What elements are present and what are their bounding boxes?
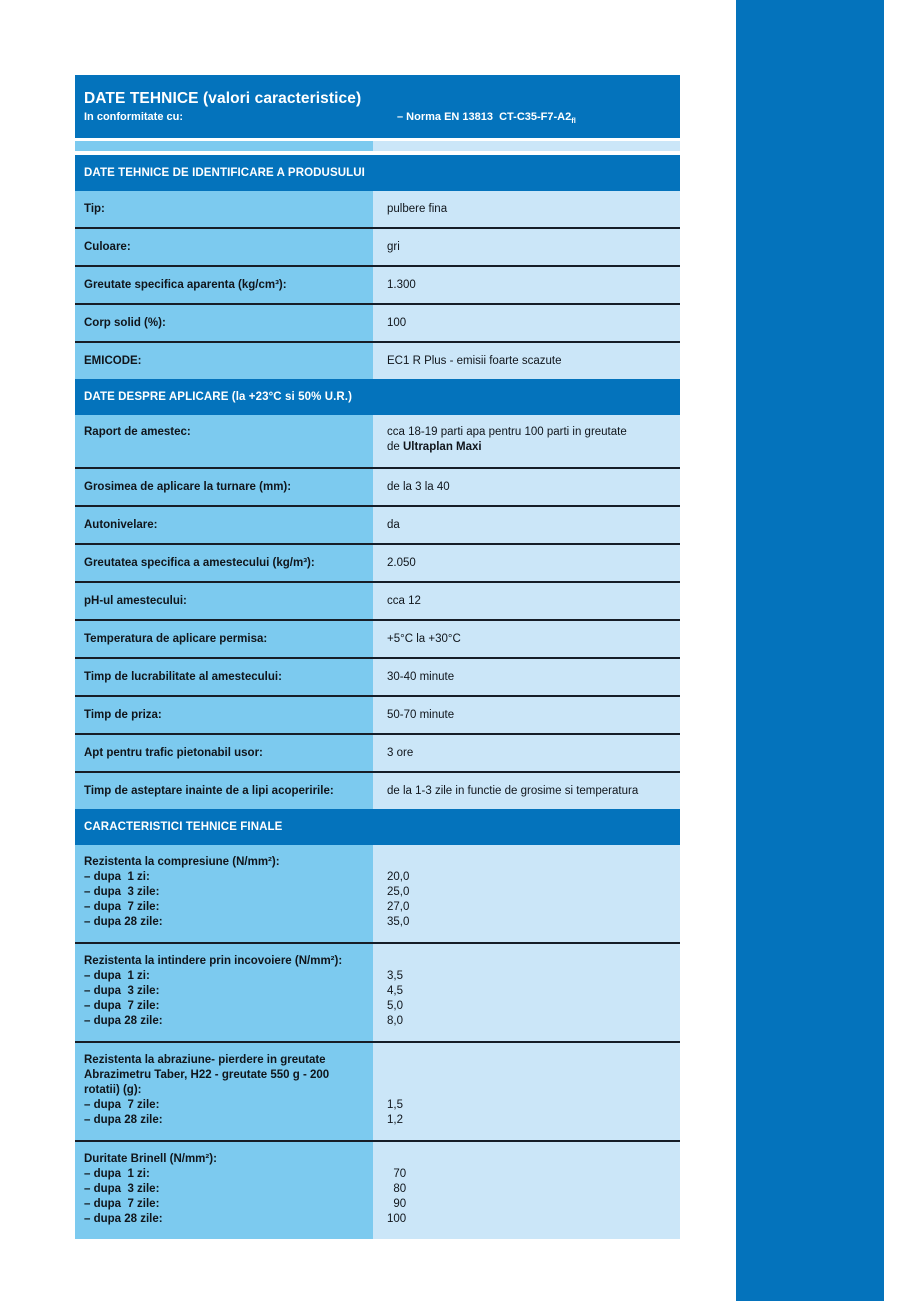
- row-label-line: – dupa 3 zile:: [84, 886, 160, 898]
- row-value-text: 100: [387, 317, 407, 329]
- row-value-text: da: [387, 519, 400, 531]
- row-label: [75, 697, 373, 733]
- row-label-text: Timp de asteptare inainte de a lipi acoperirile:: [84, 785, 334, 797]
- row-value: [373, 507, 680, 543]
- row-label: [75, 415, 373, 467]
- row-value-line: 20,0: [387, 871, 410, 883]
- sections: [75, 155, 680, 1239]
- section-header: DATE TEHNICE DE IDENTIFICARE A PRODUSULUI: [75, 155, 680, 191]
- table-row: [75, 341, 680, 379]
- row-value-line: 35,0: [387, 916, 410, 928]
- row-value: [373, 1043, 680, 1140]
- row-label-text: Autonivelare:: [84, 519, 158, 531]
- row-label: [75, 229, 373, 265]
- row-value-text: gri: [387, 241, 400, 253]
- page-title: DATE TEHNICE (valori caracteristice): [84, 90, 362, 107]
- row-value: [373, 469, 680, 505]
- row-label-text: Greutatea specifica a amestecului (kg/m³):: [84, 557, 315, 569]
- row-value-line: [387, 855, 672, 870]
- product-name: Ultraplan Maxi: [403, 441, 482, 453]
- row-value-text: 30-40 minute: [387, 671, 455, 683]
- row-value-line: 27,0: [387, 901, 410, 913]
- row-label-line: Rezistenta la abraziune- pierdere in greutate: [84, 1054, 326, 1066]
- row-value-line: 100: [387, 1213, 407, 1225]
- table-row: [75, 415, 680, 467]
- row-label-line: Abrazimetru Taber, H22 - greutate 550 g - 200: [84, 1069, 330, 1081]
- row-value-text: de la 1-3 zile in functie de grosime si temperatura: [387, 785, 639, 797]
- row-value: [373, 944, 680, 1041]
- row-value-text: 2.050: [387, 557, 416, 569]
- row-label: [75, 659, 373, 695]
- table-row: [75, 227, 680, 265]
- row-label-line: – dupa 3 zile:: [84, 985, 160, 997]
- row-value-line: 3,5: [387, 970, 403, 982]
- table-row: [75, 543, 680, 581]
- row-value: [373, 229, 680, 265]
- table-row: [75, 619, 680, 657]
- divider-strip-left: [75, 141, 373, 151]
- row-value-line: 80: [387, 1183, 407, 1195]
- conformity-label: In conformitate cu:: [84, 111, 184, 123]
- row-value-line: [387, 1068, 672, 1083]
- row-label: [75, 305, 373, 341]
- section-header: CARACTERISTICI TEHNICE FINALE: [75, 809, 680, 845]
- table-row: [75, 942, 680, 1041]
- table-row: [75, 733, 680, 771]
- row-label: [75, 944, 373, 1041]
- row-value: [373, 267, 680, 303]
- row-label: [75, 191, 373, 227]
- row-label: [75, 469, 373, 505]
- row-value: [373, 583, 680, 619]
- row-label-text: EMICODE:: [84, 355, 142, 367]
- row-label: [75, 845, 373, 942]
- row-label-text: Corp solid (%):: [84, 317, 166, 329]
- title-block: [75, 75, 680, 138]
- row-value-line: [387, 1152, 672, 1167]
- row-value-line: 4,5: [387, 985, 403, 997]
- norm-reference: – Norma EN 13813 $CT-C35-F7-A2_{fl}$: [397, 111, 576, 126]
- row-label-line: rotatii) (g):: [84, 1084, 142, 1096]
- table-row: [75, 265, 680, 303]
- row-value-line: 5,0: [387, 1000, 403, 1012]
- row-value-line: [387, 1053, 672, 1068]
- row-label: [75, 583, 373, 619]
- norm-subscript: fl: [571, 116, 576, 126]
- row-label-text: Apt pentru trafic pietonabil usor:: [84, 747, 263, 759]
- row-value-line: [387, 1083, 672, 1098]
- row-value-line: 8,0: [387, 1015, 403, 1027]
- table-row: [75, 1140, 680, 1239]
- row-value-text: 3 ore: [387, 747, 414, 759]
- row-label-text: pH-ul amestecului:: [84, 595, 187, 607]
- row-value: [373, 415, 680, 467]
- row-value: [373, 659, 680, 695]
- row-value: [373, 773, 680, 809]
- row-label-line: – dupa 1 zi:: [84, 1168, 150, 1180]
- conformity-line: [84, 111, 671, 124]
- row-label-text: Timp de priza:: [84, 709, 162, 721]
- row-label-line: – dupa 1 zi:: [84, 871, 150, 883]
- row-label: [75, 1043, 373, 1140]
- row-label: [75, 343, 373, 379]
- row-label-text: Grosimea de aplicare la turnare (mm):: [84, 481, 292, 493]
- row-value-line: 70: [387, 1168, 407, 1180]
- row-value-text: de la 3 la 40: [387, 481, 450, 493]
- row-label-text: Temperatura de aplicare permisa:: [84, 633, 268, 645]
- row-label: [75, 507, 373, 543]
- table-row: [75, 303, 680, 341]
- row-label-line: – dupa 7 zile:: [84, 1198, 160, 1210]
- table-row: [75, 657, 680, 695]
- row-label-text: Timp de lucrabilitate al amestecului:: [84, 671, 282, 683]
- row-label-line: – dupa 28 zile:: [84, 1114, 163, 1126]
- row-value-text: 1.300: [387, 279, 416, 291]
- row-value: [373, 845, 680, 942]
- row-value-text: pulbere fina: [387, 203, 448, 215]
- row-value-line: cca 18-19 parti apa pentru 100 parti in greutate: [387, 426, 627, 438]
- row-label-line: – dupa 1 zi:: [84, 970, 150, 982]
- table-row: [75, 771, 680, 809]
- row-label-line: – dupa 7 zile:: [84, 901, 160, 913]
- row-label-line: – dupa 28 zile:: [84, 1213, 163, 1225]
- row-label-text: Greutate specifica aparenta (kg/cm³):: [84, 279, 287, 291]
- row-label-line: – dupa 28 zile:: [84, 916, 163, 928]
- row-label: [75, 735, 373, 771]
- row-value-line: 1,5: [387, 1099, 403, 1111]
- table-row: [75, 581, 680, 619]
- row-label-text: Culoare:: [84, 241, 131, 253]
- row-label-line: – dupa 7 zile:: [84, 1099, 160, 1111]
- row-label: [75, 545, 373, 581]
- row-value-text: +5°C la +30°C: [387, 633, 461, 645]
- row-value: [373, 343, 680, 379]
- row-label-line: – dupa 3 zile:: [84, 1183, 160, 1195]
- row-label-line: Raport de amestec:: [84, 426, 191, 438]
- row-label-text: Tip:: [84, 203, 105, 215]
- divider-strip: [75, 141, 680, 151]
- row-value-line: de Ultraplan Maxi: [387, 441, 482, 453]
- row-value: [373, 735, 680, 771]
- sidebar-accent-bar: [736, 0, 884, 1301]
- row-label: [75, 1142, 373, 1239]
- divider-strip-right: [373, 141, 680, 151]
- row-value-line: [387, 954, 672, 969]
- row-value-line: 90: [387, 1198, 407, 1210]
- row-label-line: Duritate Brinell (N/mm²):: [84, 1153, 217, 1165]
- row-value: [373, 191, 680, 227]
- row-label-line: Rezistenta la intindere prin incovoiere (N/mm²):: [84, 955, 343, 967]
- row-value-line: 1,2: [387, 1114, 403, 1126]
- row-label: [75, 773, 373, 809]
- row-label-line: Rezistenta la compresiune (N/mm²):: [84, 856, 280, 868]
- section-header: DATE DESPRE APLICARE (la +23°C si 50% U.R.): [75, 379, 680, 415]
- table-row: [75, 695, 680, 733]
- row-value-text: cca 12: [387, 595, 421, 607]
- row-value: [373, 1142, 680, 1239]
- row-value: [373, 697, 680, 733]
- row-value: [373, 621, 680, 657]
- row-label-line: – dupa 7 zile:: [84, 1000, 160, 1012]
- row-value: [373, 305, 680, 341]
- row-value-text: EC1 R Plus - emisii foarte scazute: [387, 355, 562, 367]
- table-row: [75, 845, 680, 942]
- table-row: [75, 467, 680, 505]
- table-row: [75, 505, 680, 543]
- row-label: [75, 267, 373, 303]
- row-label: [75, 621, 373, 657]
- row-label-line: – dupa 28 zile:: [84, 1015, 163, 1027]
- technical-data-sheet: [75, 75, 680, 1239]
- row-value-line: 25,0: [387, 886, 410, 898]
- row-value-text: 50-70 minute: [387, 709, 455, 721]
- table-row: [75, 1041, 680, 1140]
- row-value: [373, 545, 680, 581]
- table-row: [75, 191, 680, 227]
